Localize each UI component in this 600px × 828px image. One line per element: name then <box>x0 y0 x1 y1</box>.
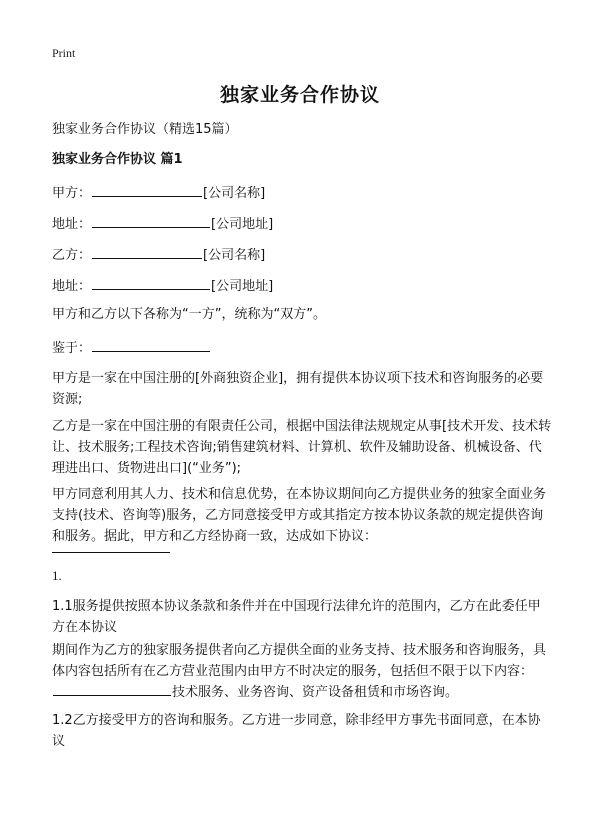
document-subtitle: 独家业务合作协议（精选15篇） <box>52 122 238 137</box>
party-a-value: [公司名称] <box>203 186 266 201</box>
party-a-address-label: 地址： <box>52 217 92 232</box>
collective-term-text: 甲方和乙方以下各称为“一方”，统称为“双方”。 <box>52 307 326 322</box>
whereas-blank <box>92 338 210 352</box>
print-link[interactable]: Print <box>52 46 76 60</box>
party-b-label: 乙方： <box>52 248 92 263</box>
party-b-value: [公司名称] <box>203 248 266 263</box>
party-b-address-row <box>52 276 273 295</box>
clause-period-tail: 技术服务、业务咨询、资产设备租赁和市场咨询。 <box>172 685 459 700</box>
party-a-name-row <box>52 183 265 202</box>
recital-c: 甲方同意利用其人力、技术和信息优势，在本协议期间向乙方提供业务的独家全面业务支持(技术、咨询等)服务，乙方同意接受甲方或其指定方按本协议条款的规定提供咨询和服务。据此，甲方和乙方经协商一致，达成如下协议： <box>52 487 547 544</box>
party-b-address-label: 地址： <box>52 279 92 294</box>
clause-1-1: 1.1服务提供按照本协议条款和条件并在中国现行法律允许的范围内，乙方在此委任甲方在本协议 <box>52 599 541 635</box>
clause-period-text: 期间作为乙方的独家服务提供者向乙方提供全面的业务支持、技术服务和咨询服务，具体内容包括所有在乙方营业范围内由甲方不时决定的服务，包括但不限于以下内容： <box>52 643 547 679</box>
party-b-name-row <box>52 245 265 264</box>
whereas-label: 鉴于： <box>52 341 92 356</box>
section-heading: 独家业务合作协议 篇1 <box>52 152 183 167</box>
party-b-address-value: [公司地址] <box>211 279 274 294</box>
party-a-blank <box>92 183 202 197</box>
party-a-address-value: [公司地址] <box>211 217 274 232</box>
recital-a: 甲方是一家在中国注册的[外商独资企业]，拥有提供本协议项下技术和咨询服务的必要资源; <box>52 371 544 407</box>
service-content-blank <box>53 682 171 696</box>
clause-1-2: 1.2乙方接受甲方的咨询和服务。乙方进一步同意，除非经甲方事先书面同意，在本协议 <box>52 713 541 749</box>
clause-service-period <box>52 640 552 703</box>
party-a-address-row <box>52 214 273 233</box>
party-a-label: 甲方： <box>52 186 92 201</box>
divider-rule <box>52 552 170 553</box>
recital-b: 乙方是一家在中国注册的有限责任公司，根据中国法律法规规定从事[技术开发、技术转让、技术服务;工程技术咨询;销售建筑材料、计算机、软件及辅助设备、机械设备、代理进出口、货物进出口](“业务”); <box>52 419 552 476</box>
whereas-row <box>52 338 211 357</box>
party-a-address-blank <box>92 214 210 228</box>
document-title: 独家业务合作协议 <box>219 84 380 106</box>
section-number: 1. <box>52 568 62 583</box>
party-b-address-blank <box>92 276 210 290</box>
party-b-blank <box>92 245 202 259</box>
